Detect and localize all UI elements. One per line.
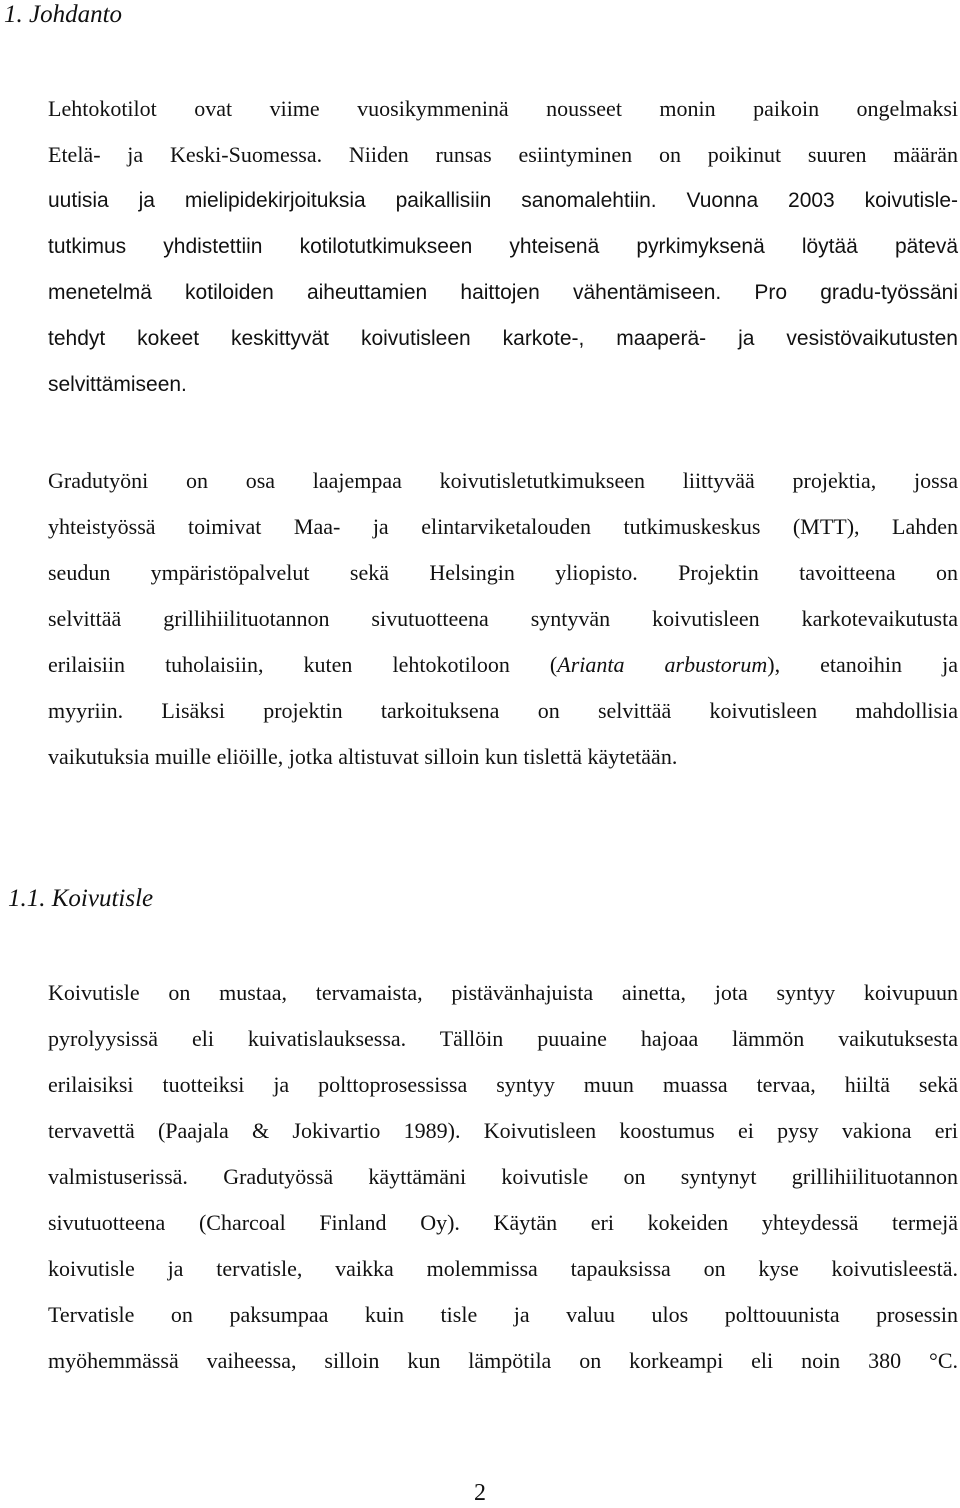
text-line-with-species	[48, 642, 958, 688]
page-number: 2	[474, 1480, 486, 1506]
text-line: seudun ympäristöpalvelut sekä Helsingin yliopisto. Projektin tavoitteena on	[48, 560, 958, 585]
text-line: valmistuserissä. Gradutyössä käyttämäni koivutisle on syntynyt grillihiilituotannon	[48, 1164, 958, 1189]
paragraph-project	[48, 458, 958, 780]
text-line: tervavettä (Paajala & Jokivartio 1989). Koivutisleen koostumus ei pysy vakiona eri	[48, 1118, 958, 1143]
text-line: erilaisiksi tuotteiksi ja polttoprosessissa syntyy muun muassa tervaa, hiiltä sekä	[48, 1072, 958, 1097]
paragraph-introduction	[48, 86, 958, 408]
text-line: tehdyt kokeet keskittyvät koivutisleen karkote-, maaperä- ja vesistövaikutusten	[48, 327, 958, 350]
text-line: myyriin. Lisäksi projektin tarkoituksena on selvittää koivutisleen mahdollisia	[48, 698, 958, 723]
species-name: Arianta arbustorum	[557, 652, 768, 677]
text-line: menetelmä kotiloiden aiheuttamien haittojen vähentämiseen. Pro gradu-työssäni	[48, 281, 958, 304]
text-line: yhteistyössä toimivat Maa- ja elintarviketalouden tutkimuskeskus (MTT), Lahden	[48, 514, 958, 539]
text-fragment: ), etanoihin ja	[767, 652, 958, 677]
text-line: pyrolyysissä eli kuivatislauksessa. Tällöin puuaine hajoaa lämmön vaikutuksesta	[48, 1026, 958, 1051]
text-line: Lehtokotilot ovat viime vuosikymmeninä nousseet monin paikoin ongelmaksi	[48, 96, 958, 121]
text-line: myöhemmässä vaiheessa, silloin kun lämpötila on korkeampi eli noin 380 °C.	[48, 1348, 958, 1373]
text-line: vaikutuksia muille eliöille, jotka altistuvat silloin kun tislettä käytetään.	[48, 744, 678, 769]
text-line: Tervatisle on paksumpaa kuin tisle ja valuu ulos polttouunista prosessin	[48, 1302, 958, 1327]
text-line: sivutuotteena (Charcoal Finland Oy). Käytän eri kokeiden yhteydessä termejä	[48, 1210, 958, 1235]
text-line: selvittämiseen.	[48, 373, 187, 396]
paragraph-koivutisle	[48, 970, 958, 1384]
text-line: Gradutyöni on osa laajempaa koivutisletutkimukseen liittyvää projektia, jossa	[48, 468, 958, 493]
text-line: tutkimus yhdistettiin kotilotutkimukseen yhteisenä pyrkimyksenä löytää pätevä	[48, 235, 958, 258]
section-heading-koivutisle: 1.1. Koivutisle	[8, 885, 154, 912]
section-heading-johdanto: 1. Johdanto	[4, 1, 123, 28]
text-line: Koivutisle on mustaa, tervamaista, pistävänhajuista ainetta, jota syntyy koivupuun	[48, 980, 958, 1005]
text-line: koivutisle ja tervatisle, vaikka molemmissa tapauksissa on kyse koivutisleestä.	[48, 1256, 958, 1281]
text-line: selvittää grillihiilituotannon sivutuotteena syntyvän koivutisleen karkotevaikutusta	[48, 606, 958, 631]
text-line: uutisia ja mielipidekirjoituksia paikallisiin sanomalehtiin. Vuonna 2003 koivutisle-	[48, 189, 958, 212]
text-fragment: erilaisiin tuholaisiin, kuten lehtokotiloon (	[48, 652, 558, 677]
text-line: Etelä- ja Keski-Suomessa. Niiden runsas esiintyminen on poikinut suuren määrän	[48, 142, 958, 167]
